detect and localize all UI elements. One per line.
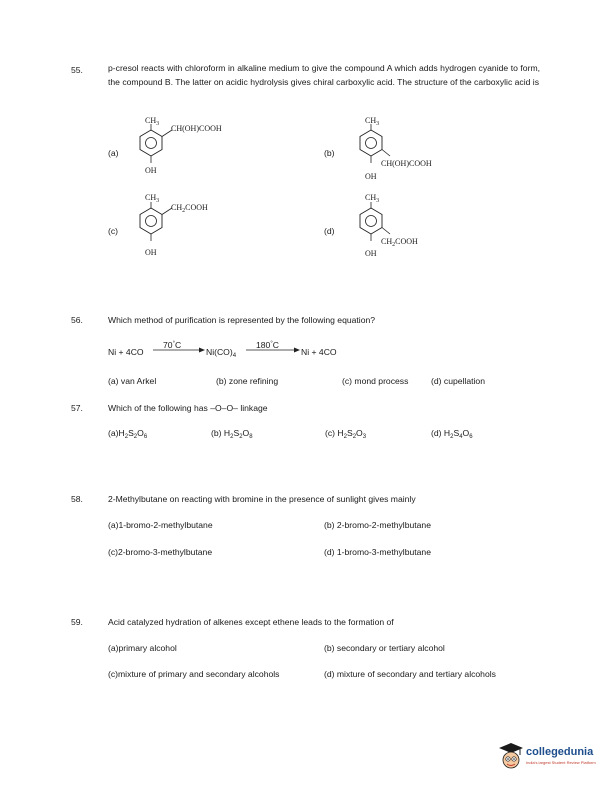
q55-option-c-label: (c) bbox=[108, 226, 119, 236]
ch3-label: CH bbox=[365, 116, 377, 125]
q58-option-a: (a)1-bromo-2-methylbutane bbox=[108, 520, 213, 530]
q59-text: Acid catalyzed hydration of alkenes except ethene leads to the formation of bbox=[108, 617, 394, 627]
q56-option-a: (a) van Arkel bbox=[108, 376, 157, 386]
logo-name: collegedunia bbox=[526, 746, 594, 758]
ch3-subscript: 3 bbox=[156, 198, 160, 204]
q59-number: 59. bbox=[71, 617, 83, 627]
oh-label: OH bbox=[145, 248, 157, 257]
q57-option-d: (d) $H_2S_4O_6$ bbox=[431, 428, 473, 440]
oh-label: OH bbox=[145, 166, 157, 175]
q58-option-d: (d) 1-bromo-3-methylbutane bbox=[324, 547, 431, 557]
q56-number: 56. bbox=[71, 315, 83, 325]
q58-option-c: (c)2-bromo-3-methylbutane bbox=[108, 547, 213, 557]
q59-option-c: (c)mixture of primary and secondary alcohols bbox=[108, 669, 280, 679]
q55-text: p-cresol reacts with chloroform in alkaline medium to give the compound A which adds hydrogen cyanide to form, the compound B. The latter on acidic hydrolysis gives chiral carboxylic acid. The structure of the carboxylic acid is bbox=[108, 63, 540, 87]
q57-option-c: (c) $H_2S_2O_3$ bbox=[325, 428, 367, 440]
ch3-subscript: 3 bbox=[376, 121, 380, 127]
q56-arrow-2 bbox=[246, 346, 300, 354]
oh-label: OH bbox=[365, 172, 377, 181]
q57-number: 57. bbox=[71, 403, 83, 413]
collegedunia-logo[interactable] bbox=[498, 742, 598, 778]
ch3-subscript: 3 bbox=[156, 121, 160, 127]
q55-option-a-label: (a) bbox=[108, 148, 119, 158]
q57-option-a: $(a)H_2S_2O_6$ bbox=[108, 428, 148, 440]
q56-eq-right: Ni + 4CO bbox=[301, 347, 337, 357]
q56-text: Which method of purification is represented by the following equation? bbox=[108, 315, 376, 325]
ch3-label: CH bbox=[145, 116, 157, 125]
q59-option-d: (d) mixture of secondary and tertiary alcohols bbox=[324, 669, 496, 679]
q56-option-c: (c) mond process bbox=[342, 376, 409, 386]
q56-option-b: (b) zone refining bbox=[216, 376, 279, 386]
q55-a-substituent: CH(OH)COOH bbox=[171, 124, 222, 133]
q56-eq-mid: $Ni(CO)_4$ bbox=[206, 347, 237, 359]
ch3-label: CH bbox=[145, 193, 157, 202]
q58-option-b: (b) 2-bromo-2-methylbutane bbox=[324, 520, 431, 530]
q58-text: 2-Methylbutane on reacting with bromine in the presence of sunlight gives mainly bbox=[108, 494, 416, 504]
q56-eq-left: Ni + 4CO bbox=[108, 347, 144, 357]
q59-option-a: (a)primary alcohol bbox=[108, 643, 177, 653]
q55-option-d-label: (d) bbox=[324, 226, 335, 236]
graduate-mascot-icon bbox=[498, 742, 524, 772]
q56-arrow-1 bbox=[153, 346, 205, 354]
q55-number: 55. bbox=[71, 65, 83, 75]
q56-temp2: 180°C bbox=[256, 340, 279, 350]
q56-option-d: (d) cupellation bbox=[431, 376, 485, 386]
q55-d-substituent: $CH_2COOH$ bbox=[381, 237, 418, 248]
oh-label: OH bbox=[365, 249, 377, 258]
q55-option-b-label: (b) bbox=[324, 148, 335, 158]
q58-number: 58. bbox=[71, 494, 83, 504]
q59-option-b: (b) secondary or tertiary alcohol bbox=[324, 643, 445, 653]
q56-temp1: 70°C bbox=[163, 340, 182, 350]
logo-tagline: India's largest Student Review Platform bbox=[526, 760, 596, 765]
q57-text: Which of the following has –O–O– linkage bbox=[108, 403, 268, 413]
ch3-label: CH bbox=[365, 193, 377, 202]
q57-option-b: (b) $H_2S_2O_8$ bbox=[211, 428, 253, 440]
q55-c-substituent: $CH_2COOH$ bbox=[171, 203, 208, 214]
q55-b-substituent: CH(OH)COOH bbox=[381, 159, 432, 168]
ch3-subscript: 3 bbox=[376, 198, 380, 204]
